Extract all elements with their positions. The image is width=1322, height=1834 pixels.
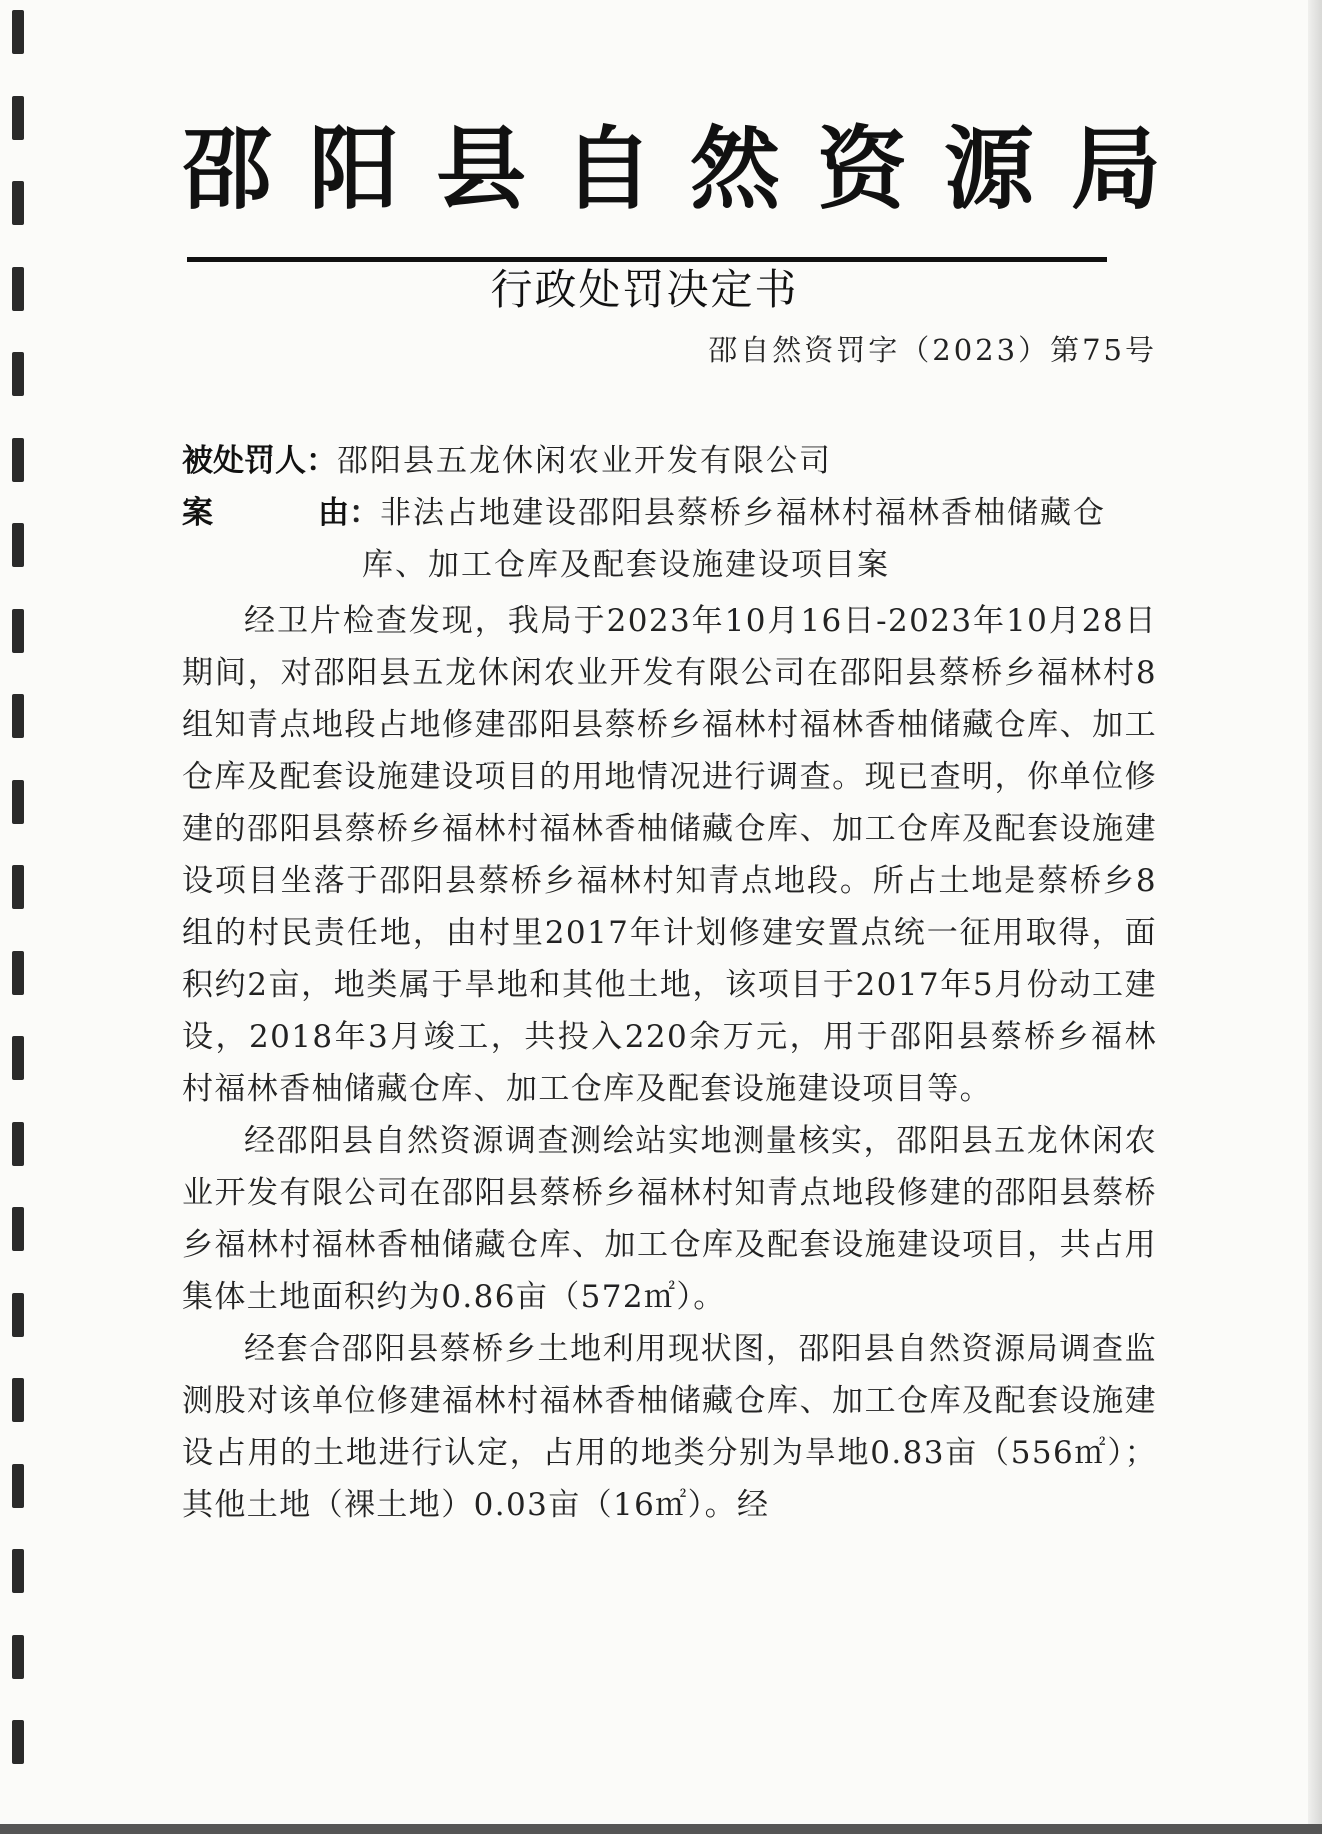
agency-name: 邵阳县自然资源局	[182, 117, 1198, 222]
binding-hole	[12, 609, 24, 653]
case-label: 案由	[182, 495, 349, 531]
binding-hole	[12, 1720, 24, 1764]
page-bottom-edge	[0, 1824, 1322, 1834]
case-value-line2: 库、加工仓库及配套设施建设项目案	[362, 547, 890, 583]
body-paragraph: 经卫片检查发现，我局于2023年10月16日-2023年10月28日期间，对邵阳县五龙休闲农业开发有限公司在邵阳县蔡桥乡福林村8组知青点地段占地修建邵阳县蔡桥乡福林村福林香柚储藏仓库、加工仓库及配套设施建设项目的用地情况进行调查。现已查明，你单位修建的邵阳县蔡桥乡福林村福林香柚储藏仓库、加工仓库及配套设施建设项目坐落于邵阳县蔡桥乡福林村知青点地段。所占土地是蔡桥乡8组的村民责任地，由村里2017年计划修建安置点统一征用取得，面积约2亩，地类属于旱地和其他土地，该项目于2017年5月份动工建设，2018年3月竣工，共投入220余万元，用于邵阳县蔡桥乡福林村福林香柚储藏仓库、加工仓库及配套设施建设项目等。	[182, 603, 1157, 1107]
penalized-party-label: 被处罚人：	[182, 443, 337, 479]
binding-hole	[12, 694, 24, 738]
case-row	[182, 487, 1106, 539]
binding-hole	[12, 1207, 24, 1251]
binding-hole	[12, 1635, 24, 1679]
case-colon: ：	[349, 495, 380, 531]
binding-hole	[12, 352, 24, 396]
binding-hole	[12, 1378, 24, 1422]
binding-hole	[12, 96, 24, 140]
binding-hole	[12, 1549, 24, 1593]
binding-hole	[12, 267, 24, 311]
binding-holes	[0, 0, 40, 1834]
body-text	[182, 595, 1157, 1531]
case-value-line1: 非法占地建设邵阳县蔡桥乡福林村福林香柚储藏仓	[380, 495, 1106, 531]
body-paragraph: 经邵阳县自然资源调查测绘站实地测量核实，邵阳县五龙休闲农业开发有限公司在邵阳县蔡桥乡福林村知青点地段修建的邵阳县蔡桥乡福林村福林香柚储藏仓库、加工仓库及配套设施建设项目，共占用集体土地面积约为0.86亩（572㎡）。	[182, 1123, 1157, 1315]
binding-hole	[12, 10, 24, 54]
binding-hole	[12, 865, 24, 909]
binding-hole	[12, 438, 24, 482]
document-number: 邵自然资罚字（2023）第75号	[708, 333, 1157, 367]
binding-hole	[12, 951, 24, 995]
page-right-edge	[1308, 0, 1322, 1834]
binding-hole	[12, 523, 24, 567]
binding-hole	[12, 181, 24, 225]
binding-hole	[12, 780, 24, 824]
document-title: 行政处罚决定书	[490, 265, 799, 314]
penalized-party-row	[182, 435, 832, 487]
binding-hole	[12, 1122, 24, 1166]
body-paragraph: 经套合邵阳县蔡桥乡土地利用现状图，邵阳县自然资源局调查监测股对该单位修建福林村福林香柚储藏仓库、加工仓库及配套设施建设占用的土地进行认定，占用的地类分别为旱地0.83亩（556㎡）；其他土地（裸土地）0.03亩（16㎡）。经	[182, 1331, 1157, 1523]
binding-hole	[12, 1036, 24, 1080]
binding-hole	[12, 1464, 24, 1508]
binding-hole	[12, 1293, 24, 1337]
penalized-party-value: 邵阳县五龙休闲农业开发有限公司	[337, 443, 832, 479]
